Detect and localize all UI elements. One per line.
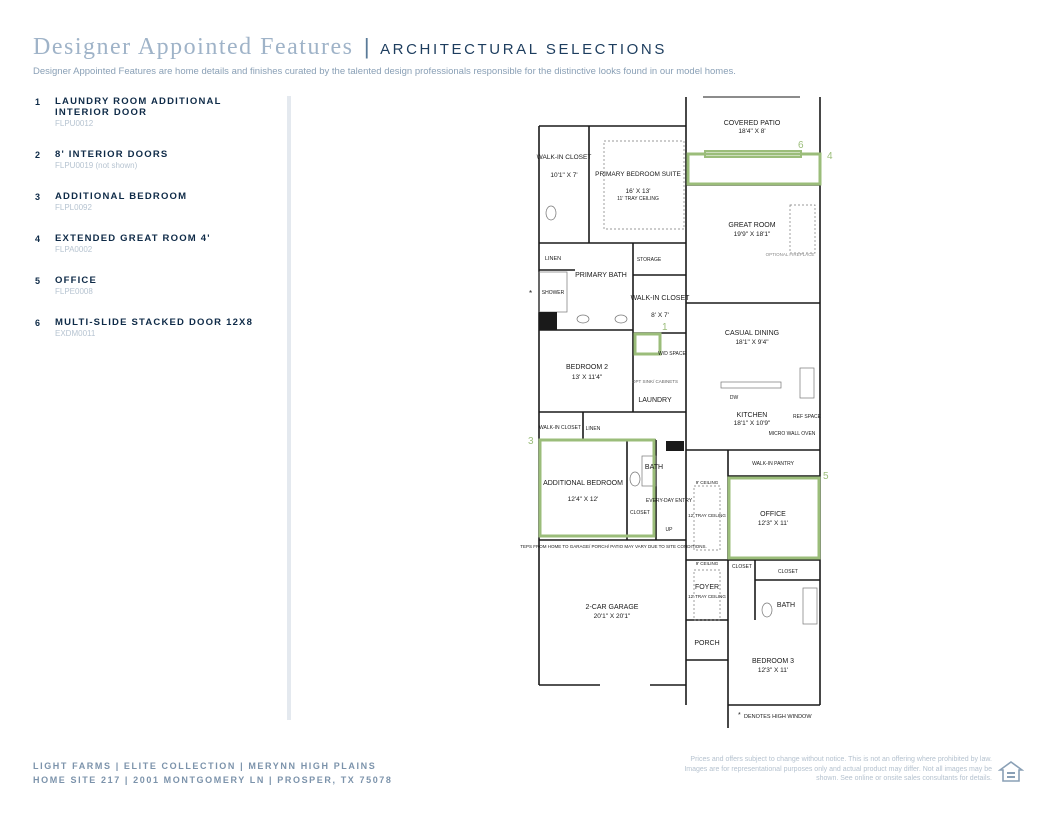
room-name: STORAGE: [636, 257, 662, 263]
disclaimer: Prices and offers subject to change without notice. This is not an offering where prohibited by law. Images are for representational purposes only and actual product may differ. Not all images may be shown. See online or onsite sales consultants for details.: [684, 756, 992, 782]
feature-number: 1: [35, 97, 41, 107]
community-line: LIGHT FARMS | ELITE COLLECTION | MERYNN HIGH PLAINS: [33, 761, 377, 771]
feature-number: 6: [35, 318, 41, 328]
plan-fill-block: [539, 312, 557, 330]
plan-note: STEPS FROM HOME TO GARAGE/ PORCH/ PATIO MAY VARY DUE TO SITE CONDITIONS.: [520, 544, 707, 549]
room-name: CLOSET: [777, 569, 799, 575]
room-name: CLOSET: [629, 510, 651, 516]
highlight-extended-great-room: [688, 154, 820, 184]
intro-text: Designer Appointed Features are home details and finishes curated by the talented design professionals responsible for the distinctive looks found in our model homes.: [33, 66, 736, 77]
room-name: MICRO WALL OVEN: [768, 431, 816, 437]
callout-number: 4: [827, 151, 833, 162]
feature-name: OFFICE: [55, 275, 98, 286]
equal-housing-opportunity-icon: [998, 760, 1024, 784]
room-name: 2-CAR GARAGE: [585, 604, 639, 611]
room-note: 12' TRAY CEILING: [688, 594, 726, 599]
room-note: OPTIONAL FIREPLACE: [765, 252, 815, 257]
page-subtitle: ARCHITECTURAL SELECTIONS: [380, 41, 667, 58]
feature-code: EXDM0011: [55, 329, 96, 338]
room-dimension: 10'1" X 7': [550, 172, 578, 179]
feature-item: [35, 191, 280, 212]
room-name: ADDITIONAL BEDROOM: [543, 480, 623, 487]
feature-number: 3: [35, 192, 41, 202]
room-name: COVERED PATIO: [723, 120, 781, 127]
callout-number: 1: [662, 322, 668, 333]
feature-item: [35, 96, 280, 128]
room-note: 11' TRAY CEILING: [617, 196, 659, 202]
feature-list: [35, 96, 280, 359]
feature-item: [35, 275, 280, 296]
room-dimension: 19'9" X 18'1": [733, 231, 771, 238]
feature-name: 8' INTERIOR DOORS: [55, 149, 169, 160]
room-dimension: 18'4" X 8': [738, 128, 766, 135]
room-name: OFFICE: [760, 511, 786, 518]
page-title: Designer Appointed Features: [33, 34, 354, 60]
legend-mark: *: [738, 712, 741, 719]
room-name: BEDROOM 3: [751, 658, 795, 665]
floor-plan: [520, 88, 850, 728]
callout-number: 3: [528, 436, 534, 447]
feature-code: FLPU0012: [55, 119, 94, 128]
room-note: 9' CEILING: [695, 480, 719, 485]
feature-code: FLPL0092: [55, 203, 92, 212]
room-name: WALK-IN CLOSET: [538, 425, 582, 431]
room-dimension: 12'3" X 11': [757, 667, 789, 674]
room-name: OPT SINK/ CABINETS: [632, 379, 678, 384]
room-name: LAUNDRY: [638, 397, 672, 404]
feature-item: [35, 317, 280, 338]
room-name: W/D SPACE: [658, 351, 686, 357]
room-name: LINEN: [585, 426, 601, 432]
room-name: PORCH: [694, 640, 720, 647]
room-labels: [520, 120, 822, 674]
room-dimension: 12'3" X 11': [757, 520, 789, 527]
room-dimension: 12'4" X 12': [567, 496, 599, 503]
room-note: 12' TRAY CEILING: [688, 513, 726, 518]
highlight-laundry-door: [635, 334, 660, 354]
floor-plan-drawing: [520, 88, 850, 728]
room-name: CASUAL DINING: [724, 330, 780, 337]
room-name: WALK-IN CLOSET: [630, 295, 690, 302]
room-name: SHOWER: [541, 290, 565, 296]
callout-number: 5: [823, 471, 829, 482]
room-name: DW: [729, 395, 739, 401]
callout-number: 6: [798, 140, 804, 151]
room-dimension: 13' X 11'4": [571, 374, 603, 381]
room-dimension: 20'1" X 20'1": [593, 613, 631, 620]
room-name: REF SPACE: [793, 414, 821, 420]
room-name: BATH: [644, 464, 664, 471]
room-dimension: 8' X 7': [651, 312, 669, 319]
room-name: WALK-IN PANTRY: [752, 461, 794, 467]
room-name: PRIMARY BEDROOM SUITE: [595, 171, 681, 178]
divider-bar: [287, 96, 291, 720]
room-dimension: 18'1" X 10'9": [733, 420, 771, 427]
highlight-office: [729, 478, 819, 558]
room-name: LINEN: [544, 256, 562, 262]
plan-fixtures: [536, 141, 817, 624]
room-name: BEDROOM 2: [565, 364, 609, 371]
feature-number: 5: [35, 276, 41, 286]
feature-code: FLPA0002: [55, 245, 93, 254]
plan-fill-block: [666, 441, 684, 451]
highlight-additional-bedroom: [540, 440, 654, 536]
feature-item: [35, 149, 280, 170]
plan-walls: [536, 97, 820, 728]
title-separator: |: [363, 34, 370, 59]
feature-code: FLPE0008: [55, 287, 93, 296]
room-dimension: 18'1" X 9'4": [735, 339, 769, 346]
room-name: WALK-IN CLOSET: [536, 154, 592, 161]
room-name: FOYER: [694, 584, 720, 591]
room-name: GREAT ROOM: [728, 222, 776, 229]
feature-name: MULTI-SLIDE STACKED DOOR 12X8: [55, 317, 254, 328]
feature-code: FLPU0019 (not shown): [55, 161, 138, 170]
high-window-mark: *: [529, 289, 533, 298]
feature-name: EXTENDED GREAT ROOM 4': [55, 233, 211, 244]
feature-item: [35, 233, 280, 254]
legend-text: DENOTES HIGH WINDOW: [744, 714, 812, 720]
room-note: 9' CEILING: [695, 561, 719, 566]
room-name: UP: [665, 527, 673, 533]
address-line: HOME SITE 217 | 2001 MONTGOMERY LN | PROSPER, TX 75078: [33, 775, 393, 785]
room-dimension: 16' X 13': [625, 188, 651, 195]
room-name: KITCHEN: [736, 412, 768, 419]
room-name: EVERY-DAY ENTRY: [645, 498, 693, 504]
room-name: BATH: [776, 602, 796, 609]
feature-name: LAUNDRY ROOM ADDITIONAL INTERIOR DOOR: [55, 96, 222, 118]
community-info: [33, 759, 393, 787]
room-name: PRIMARY BATH: [575, 272, 627, 279]
room-name: CLOSET: [731, 564, 753, 570]
feature-name: ADDITIONAL BEDROOM: [55, 191, 188, 202]
page-header: [33, 34, 667, 61]
feature-number: 4: [35, 234, 41, 244]
feature-number: 2: [35, 150, 41, 160]
